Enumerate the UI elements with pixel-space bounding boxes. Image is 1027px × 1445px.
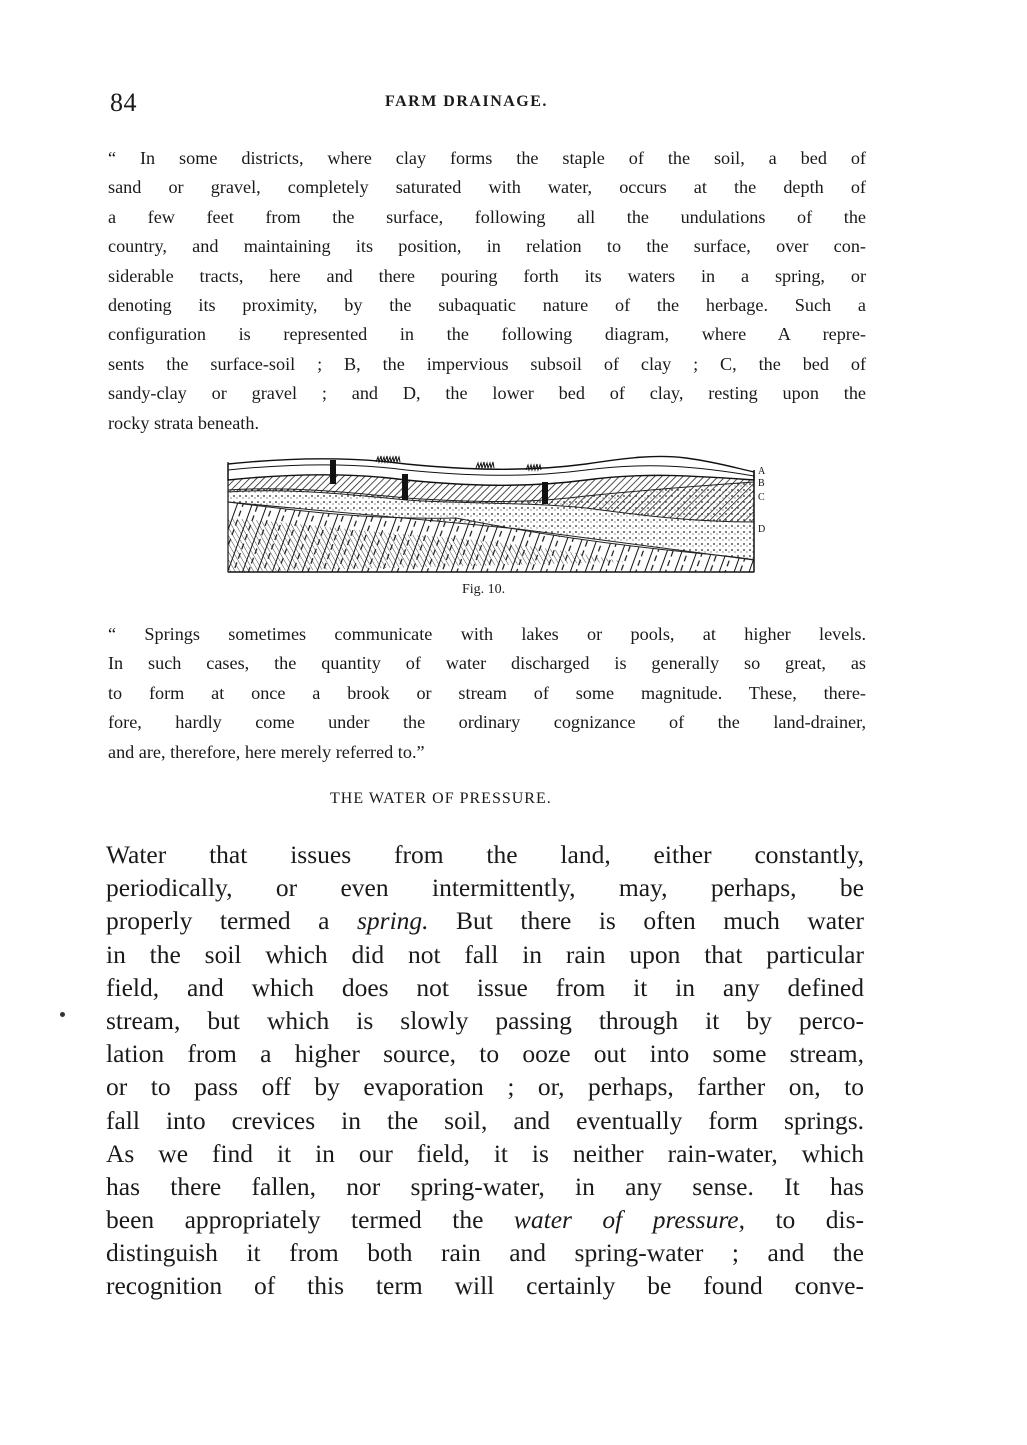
body-text-run: But there is often much water bbox=[428, 906, 864, 936]
quote-line: In such cases, the quantity of water discharged is generally so great, as bbox=[108, 653, 866, 674]
body-line: As we find it in our field, it is neither rain-water, which bbox=[106, 1138, 864, 1168]
label-a: A bbox=[758, 466, 766, 477]
quote-line: sand or gravel, completely saturated with water, occurs at the depth of bbox=[108, 177, 866, 198]
quote-line: siderable tracts, here and there pouring forth its waters in a spring, or bbox=[108, 265, 866, 286]
quoted-paragraph-1 bbox=[108, 144, 866, 438]
soil-strata-diagram bbox=[226, 452, 772, 578]
body-line: Water that issues from the land, either constantly, bbox=[106, 840, 864, 869]
quote-line: a few feet from the surface, following all the undulations of the bbox=[108, 206, 866, 227]
body-line: periodically, or even intermittently, may, perhaps, be bbox=[106, 873, 864, 903]
body-text-run: properly termed a bbox=[106, 906, 357, 936]
margin-mark bbox=[60, 1012, 65, 1017]
quote-line: denoting its proximity, by the subaquatic nature of the herbage. Such a bbox=[108, 294, 866, 315]
body-line: in the soil which did not fall in rain upon that particular bbox=[106, 939, 864, 969]
label-d: D bbox=[758, 524, 766, 535]
body-line: recognition of this term will certainly be found conve- bbox=[106, 1271, 864, 1301]
emphasis-water-of-pressure: water of pressure, bbox=[513, 1205, 746, 1235]
strata-illustration bbox=[226, 452, 772, 578]
figure-caption: Fig. 10. bbox=[462, 582, 506, 597]
quote-line: sandy-clay or gravel ; and D, the lower bed of clay, resting upon the bbox=[108, 383, 866, 404]
body-line: fall into crevices in the soil, and eventually form springs. bbox=[106, 1105, 864, 1135]
quote-line: configuration is represented in the following diagram, where A repre- bbox=[108, 324, 866, 345]
body-text-run: to dis- bbox=[745, 1205, 865, 1235]
quoted-paragraph-2 bbox=[108, 620, 866, 767]
body-line: lation from a higher source, to ooze out into some stream, bbox=[106, 1039, 864, 1069]
quote-line: sents the surface-soil ; B, the impervious subsoil of clay ; C, the bed of bbox=[108, 353, 866, 374]
body-line: stream, but which is slowly passing through it by perco- bbox=[106, 1005, 864, 1035]
page-number: 84 bbox=[110, 88, 137, 117]
body-line bbox=[106, 1203, 864, 1236]
emphasis-spring: spring. bbox=[356, 906, 429, 936]
quote-line: to form at once a brook or stream of some magnitude. These, there- bbox=[108, 682, 866, 703]
running-title: FARM DRAINAGE. bbox=[385, 93, 548, 110]
body-line: field, and which does not issue from it in any defined bbox=[106, 972, 864, 1002]
quote-line: fore, hardly come under the ordinary cognizance of the land-drainer, bbox=[108, 712, 866, 733]
quote-line: “ In some districts, where clay forms the staple of the soil, a bed of bbox=[108, 148, 866, 168]
quote-line: “ Springs sometimes communicate with lakes or pools, at higher levels. bbox=[108, 624, 866, 644]
body-line bbox=[106, 904, 864, 937]
body-text-run: been appropriately termed the bbox=[106, 1205, 514, 1235]
body-line: has there fallen, nor spring-water, in any sense. It has bbox=[106, 1171, 864, 1201]
label-b: B bbox=[758, 478, 765, 489]
quote-line: country, and maintaining its position, in relation to the surface, over con- bbox=[108, 236, 866, 257]
quote-line: and are, therefore, here merely referred to.” bbox=[108, 741, 425, 762]
section-heading: THE WATER OF PRESSURE. bbox=[330, 790, 552, 807]
body-line: distinguish it from both rain and spring-water ; and the bbox=[106, 1238, 864, 1268]
quote-line: rocky strata beneath. bbox=[108, 412, 259, 433]
body-line: or to pass off by evaporation ; or, perhaps, farther on, to bbox=[106, 1072, 864, 1102]
body-paragraph bbox=[106, 838, 864, 1303]
label-c: C bbox=[758, 492, 765, 503]
